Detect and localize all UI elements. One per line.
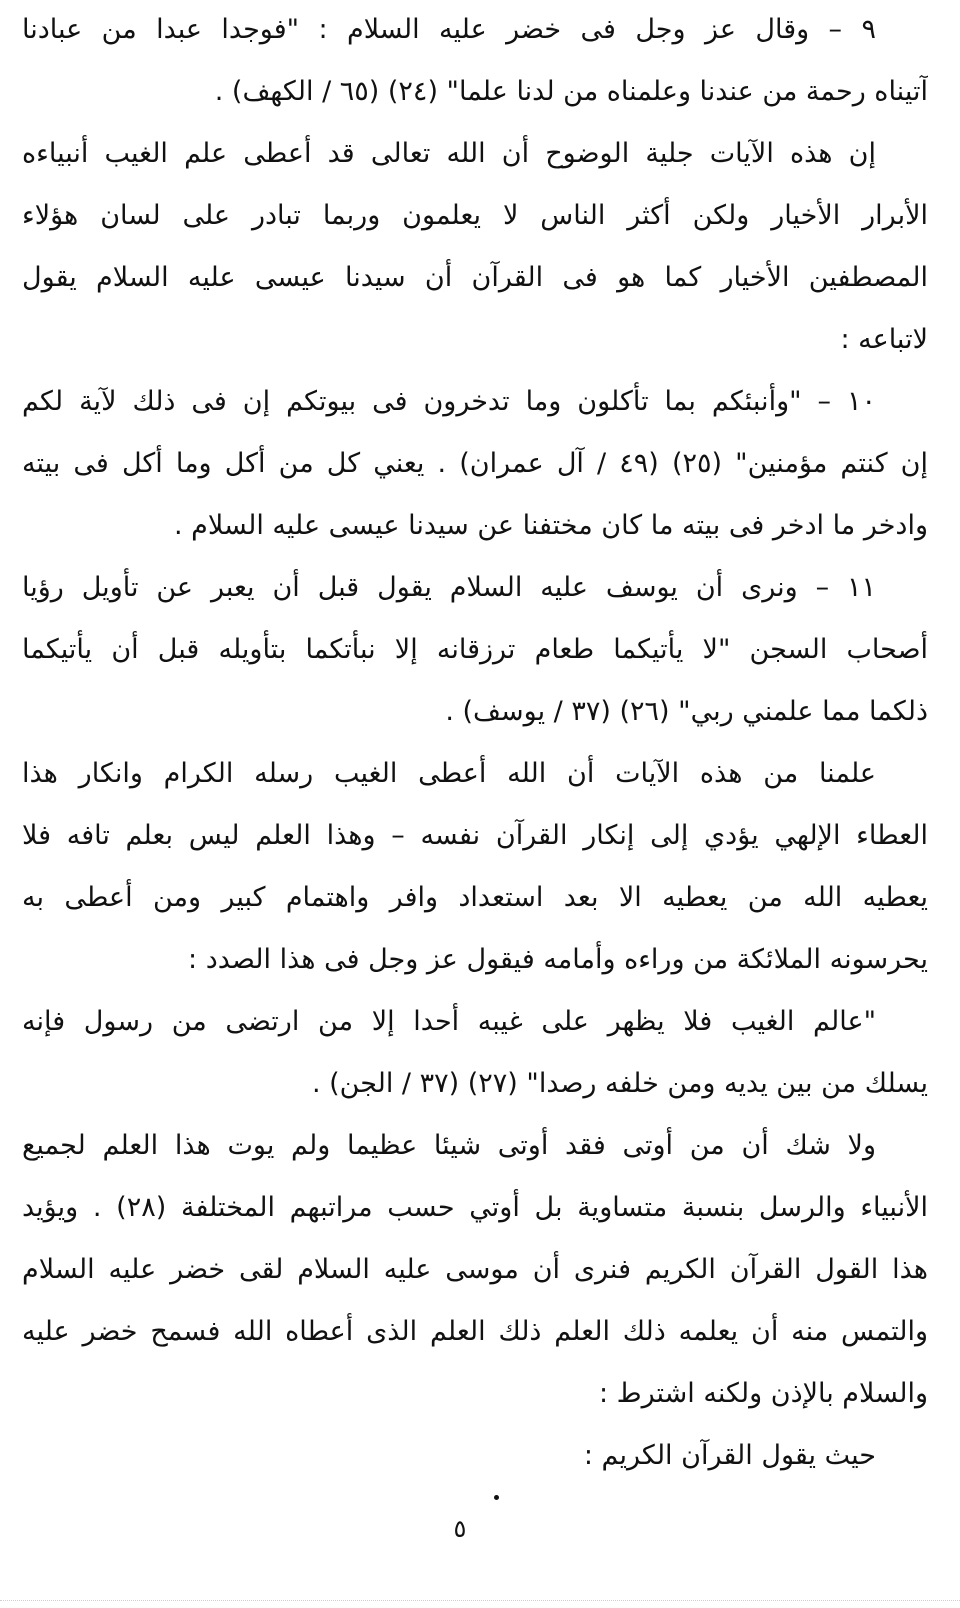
text-line-16: يحرسونه الملائكة من وراءه وأمامه فيقول عز وجل فى هذا الصدد : <box>188 944 928 975</box>
text-line-12: ذلكما مما علمني ربي" (٢٦) (٣٧ / يوسف) . <box>445 696 928 727</box>
text-line-1: ٩ – وقال عز وجل فى خضر عليه السلام : "فوجدا عبدا من عبادنا <box>22 14 876 45</box>
text-line-15: يعطيه الله من يعطيه الا بعد استعداد وافر واهتمام كبير ومن أعطى به <box>22 882 928 913</box>
text-line-22: والتمس منه أن يعلمه ذلك العلم ذلك العلم الذى أعطاه الله فسمح خضر عليه <box>22 1316 928 1347</box>
scan-edge-line <box>0 1600 960 1602</box>
text-line-3: إن هذه الآيات جلية الوضوح أن الله تعالى قد أعطى علم الغيب أنبياءه <box>22 138 876 169</box>
text-line-8: إن كنتم مؤمنين" (٢٥) (٤٩ / آل عمران) . يعني كل من أكل وما أكل فى بيته <box>22 448 928 479</box>
text-line-20: الأنبياء والرسل بنسبة متساوية بل أوتي حسب مراتبهم المختلفة (٢٨) . ويؤيد <box>22 1192 928 1223</box>
text-line-13: علمنا من هذه الآيات أن الله أعطى الغيب رسله الكرام وانكار هذا <box>22 758 876 789</box>
text-line-19: ولا شك أن من أوتى فقد أوتى شيئا عظيما ولم يوت هذا العلم لجميع <box>22 1130 876 1161</box>
text-line-18: يسلك من بين يديه ومن خلفه رصدا" (٢٧) (٣٧ / الجن) . <box>311 1068 928 1099</box>
text-line-5: المصطفين الأخيار كما هو فى القرآن أن سيدنا عيسى عليه السلام يقول <box>22 262 928 293</box>
text-line-14: العطاء الإلهي يؤدي إلى إنكار القرآن نفسه – وهذا العلم ليس بعلم تافه فلا <box>22 820 928 851</box>
text-line-11: أصحاب السجن "لا يأتيكما طعام ترزقانه إلا نبأتكما بتأويله قبل أن يأتيكما <box>22 634 928 665</box>
stray-dot-mark <box>494 1495 499 1500</box>
text-line-4: الأبرار الأخيار ولكن أكثر الناس لا يعلمون وربما تبادر على لسان هؤلاء <box>22 200 928 231</box>
text-line-21: هذا القول القرآن الكريم فنرى أن موسى عليه السلام لقى خضر عليه السلام <box>22 1254 928 1285</box>
text-line-17: "عالم الغيب فلا يظهر على غيبه أحدا إلا من ارتضى من رسول فإنه <box>22 1006 876 1037</box>
text-line-9: وادخر ما ادخر فى بيته ما كان مختفنا عن سيدنا عيسى عليه السلام . <box>174 510 928 541</box>
text-line-6: لاتباعه : <box>840 324 928 355</box>
text-line-23: والسلام بالإذن ولكنه اشترط : <box>598 1378 928 1409</box>
page-number: ٥ <box>453 1515 467 1543</box>
text-line-24: حيث يقول القرآن الكريم : <box>583 1440 876 1471</box>
text-line-7: ١٠ – "وأنبئكم بما تأكلون وما تدخرون فى بيوتكم إن فى ذلك لآية لكم <box>22 386 876 417</box>
text-line-10: ١١ – ونرى أن يوسف عليه السلام يقول قبل أن يعبر عن تأويل رؤيا <box>22 572 876 603</box>
text-line-2: آتيناه رحمة من عندنا وعلمناه من لدنا علما" (٢٤) (٦٥ / الكهف) . <box>214 76 928 107</box>
